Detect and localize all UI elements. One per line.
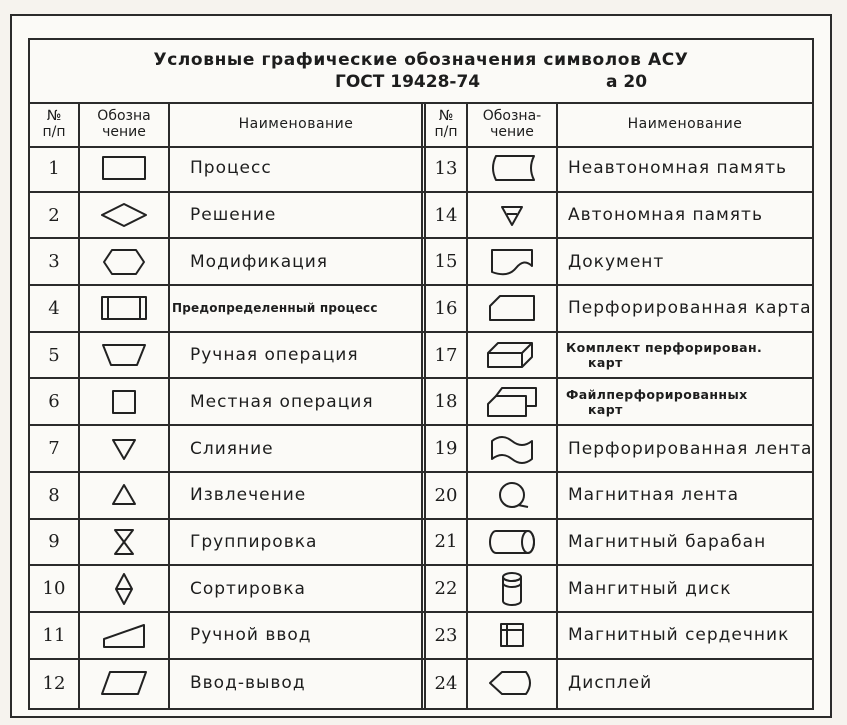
row-number: 9 [48, 531, 60, 553]
header-number2-line1: № [438, 108, 454, 124]
symbol-cell [468, 146, 556, 191]
row-number: 7 [48, 438, 60, 460]
row-number: 13 [434, 157, 458, 179]
header-number2-line2: п/п [434, 124, 458, 140]
symbol-name: Автономная память [568, 205, 763, 226]
symbol-name: Ручной ввод [190, 625, 312, 646]
symbols-table [28, 38, 814, 710]
manual-operation-icon [99, 339, 149, 371]
symbol-name: Перфорированная карта [568, 298, 812, 319]
symbol-cell [80, 613, 168, 658]
symbol-cell [468, 613, 556, 658]
row-number: 5 [48, 344, 60, 366]
row-number: 2 [48, 204, 60, 226]
symbol-name: Предопределенный процесс [172, 301, 378, 316]
extract-icon [99, 479, 149, 511]
gost-number: ГОСТ 19428-74 [335, 72, 481, 92]
symbol-name [558, 380, 812, 425]
row-number: 24 [434, 672, 458, 694]
column-divider [556, 102, 558, 708]
column-divider [168, 102, 170, 708]
row-number: 8 [48, 484, 60, 506]
symbol-name [558, 333, 812, 378]
symbol-name-line2: карт [588, 355, 623, 371]
symbol-name: Слияние [190, 438, 274, 459]
table-title [30, 40, 812, 104]
header-symbol2-line1: Обозна- [482, 108, 542, 124]
symbol-cell [80, 333, 168, 378]
symbol-cell [468, 380, 556, 425]
sort-icon [99, 573, 149, 605]
row-number: 22 [434, 578, 458, 600]
predefined-process-icon [99, 292, 149, 324]
symbol-name: Ввод-вывод [190, 673, 306, 694]
row-number: 18 [434, 391, 458, 413]
magnetic-drum-icon [487, 526, 537, 558]
merge-icon [99, 433, 149, 465]
card-deck-icon [487, 339, 537, 371]
symbol-name: Местная операция [190, 391, 374, 412]
row-number: 16 [434, 297, 458, 319]
symbol-name-line1: Комплект перфорирован. [566, 340, 763, 356]
row-number: 17 [434, 344, 458, 366]
symbol-cell [468, 426, 556, 471]
symbol-cell [468, 566, 556, 611]
row-number: 15 [434, 251, 458, 273]
symbol-name: Ручная операция [190, 345, 359, 366]
display-icon [487, 667, 537, 699]
symbol-cell [80, 473, 168, 518]
header-name-2: Наименование [627, 116, 743, 132]
symbol-name: Процесс [190, 158, 272, 179]
title-line: Условные графические обозначения символов АСУ [153, 50, 689, 70]
header-symbol [80, 102, 168, 146]
symbol-name: Неавтономная память [568, 158, 787, 179]
symbol-name: Документ [568, 251, 665, 272]
symbol-cell [468, 660, 556, 707]
manual-input-icon [99, 619, 149, 651]
symbol-cell [468, 193, 556, 238]
symbol-name: Сортировка [190, 578, 306, 599]
document-sheet [10, 14, 832, 718]
symbol-cell [80, 193, 168, 238]
row-number: 23 [434, 624, 458, 646]
header-number-2 [426, 102, 466, 146]
symbol-name-line1: Файлперфорированных [566, 386, 748, 402]
magnetic-tape-icon [487, 479, 537, 511]
row-number: 20 [434, 484, 458, 506]
header-number-line1: № [46, 108, 62, 124]
header-number-line2: п/п [42, 124, 66, 140]
row-number: 1 [48, 157, 60, 179]
magnetic-core-icon [487, 619, 537, 651]
symbol-name: Магнитный сердечник [568, 625, 790, 646]
document-icon [487, 246, 537, 278]
punched-tape-icon [487, 433, 537, 465]
symbol-name: Извлечение [190, 485, 307, 506]
symbol-name: Решение [190, 205, 277, 226]
row-number: 14 [434, 204, 458, 226]
symbol-name: Дисплей [568, 673, 653, 694]
column-divider [78, 102, 80, 708]
symbol-name: Магнитный барабан [568, 531, 767, 552]
symbol-cell [80, 239, 168, 284]
symbol-cell [80, 520, 168, 565]
symbol-name: Группировка [190, 531, 318, 552]
header-symbol2-line2: чение [490, 124, 534, 140]
symbol-cell [468, 286, 556, 331]
row-number: 21 [434, 531, 458, 553]
column-divider-double [421, 102, 426, 708]
row-number: 11 [42, 624, 66, 646]
row-number: 6 [48, 391, 60, 413]
symbol-cell [468, 520, 556, 565]
symbol-name-line2: карт [588, 401, 623, 417]
decision-icon [99, 199, 149, 231]
online-storage-icon [487, 152, 537, 184]
local-operation-icon [99, 386, 149, 418]
row-number: 12 [42, 672, 66, 694]
punched-card-icon [487, 292, 537, 324]
symbol-name: Мангитный диск [568, 578, 732, 599]
collate-icon [99, 526, 149, 558]
symbol-cell [468, 473, 556, 518]
page-marker: а 20 [606, 72, 648, 92]
header-symbol-line2: чение [102, 124, 146, 140]
symbol-name: Перфорированная лента [568, 438, 813, 459]
header-symbol-2 [468, 102, 556, 146]
symbol-cell [80, 380, 168, 425]
header-number [30, 102, 78, 146]
row-number: 3 [48, 251, 60, 273]
input-output-icon [99, 667, 149, 699]
column-divider [466, 102, 468, 708]
offline-storage-icon [487, 199, 537, 231]
row-number: 10 [42, 578, 66, 600]
symbol-name: Модификация [190, 251, 328, 272]
symbol-cell [80, 426, 168, 471]
magnetic-disk-icon [487, 573, 537, 605]
modification-icon [99, 246, 149, 278]
symbol-cell [80, 146, 168, 191]
card-file-icon [487, 386, 537, 418]
header-symbol-line1: Обозна [97, 108, 151, 124]
symbol-cell [468, 333, 556, 378]
symbol-cell [80, 286, 168, 331]
symbol-cell [80, 566, 168, 611]
symbol-cell [80, 660, 168, 707]
header-name: Наименование [238, 116, 354, 132]
process-icon [99, 152, 149, 184]
symbol-cell [468, 239, 556, 284]
row-number: 19 [434, 438, 458, 460]
row-number: 4 [48, 297, 60, 319]
symbol-name: Магнитная лента [568, 485, 740, 506]
